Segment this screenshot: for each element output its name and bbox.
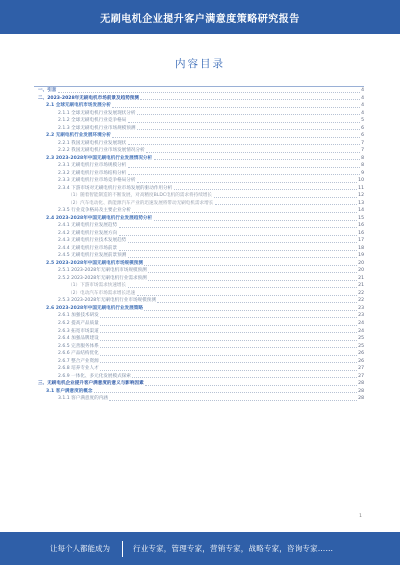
toc-dot-leader	[140, 98, 359, 100]
toc-entry-label: （2）汽车电动化、新能源汽车产业的迅速发展将带动无刷电机需求增长	[68, 200, 214, 206]
toc-entry[interactable]	[34, 192, 364, 200]
toc-dot-leader	[128, 241, 357, 243]
toc-entry-label: （1）下游市场需求快速增长	[68, 283, 127, 289]
toc-dot-leader	[146, 151, 359, 153]
toc-entry-label: 2.4 2023-2028年中国无刷电机行业发展趋势分析	[46, 215, 153, 221]
report-footer	[0, 532, 400, 565]
toc-entry[interactable]	[34, 395, 364, 403]
toc-entry-page: 8	[361, 163, 364, 169]
toc-entry-page: 6	[361, 133, 364, 139]
toc-entry-page: 8	[361, 155, 364, 161]
toc-entry-page: 16	[358, 230, 364, 236]
toc-entry-page: 7	[361, 148, 364, 154]
toc-entry-label: 2.6.9 一体化、多元化发展模式探索	[58, 373, 131, 379]
toc-entry-label: 三、无刷电机企业提升客户满意度的意义与影响因素	[38, 381, 144, 387]
toc-dot-leader	[137, 113, 360, 115]
footer-tags: 行业专家，管理专家，营销专家，战略专家，咨询专家……	[133, 544, 334, 553]
toc-dot-leader	[148, 279, 356, 281]
toc-entry-label: 2.5 2023-2028年中国无刷电机市场规模预测	[46, 260, 143, 266]
toc-entry[interactable]	[34, 297, 364, 305]
toc-entry-page: 24	[358, 328, 364, 334]
toc-dot-leader	[100, 339, 356, 341]
toc-entry-label: 3.1 客户满意度的概念	[46, 388, 93, 394]
toc-entry-page: 4	[361, 110, 364, 116]
toc-entry-label: 2.4.3 无刷电机行业技术发展趋势	[58, 238, 127, 244]
toc-entry-page: 4	[361, 103, 364, 109]
toc-dot-leader	[128, 166, 360, 168]
toc-entry-page: 4	[361, 95, 364, 101]
toc-entry-page: 25	[358, 336, 364, 342]
toc-entry-page: 28	[358, 388, 364, 394]
toc-dot-leader	[128, 121, 360, 123]
toc-entry-label: 2.4.5 无刷电机行业发展前景预测	[58, 253, 127, 259]
toc-entry[interactable]	[34, 328, 364, 336]
toc-entry-label: 2.1 全球无刷电机市场发展分析	[46, 103, 111, 109]
toc-entry[interactable]	[34, 222, 364, 230]
toc-entry-label: 2.6.4 加强品牌建设	[58, 336, 99, 342]
toc-entry-page: 15	[358, 215, 364, 221]
toc-entry[interactable]	[34, 320, 364, 328]
toc-entry[interactable]	[34, 365, 364, 373]
toc-entry[interactable]	[34, 177, 364, 185]
toc-entry-page: 13	[358, 200, 364, 206]
toc-entry-label: （2）电动汽车市场需求增长迅速	[68, 290, 136, 296]
toc-entry-label: 2.6.2 提高产品质量	[58, 320, 99, 326]
toc-dot-leader	[119, 249, 357, 251]
toc-entry[interactable]	[34, 207, 364, 215]
toc-entry[interactable]	[34, 282, 364, 290]
toc-entry[interactable]	[34, 132, 364, 140]
toc-entry-label: 2.3 2023-2028年中国无刷电机行业发展情况分析	[46, 155, 153, 161]
toc-entry-page: 21	[358, 275, 364, 281]
toc-entry-label: 2.6 2023-2028年中国无刷电机行业发展策略	[46, 305, 143, 311]
toc-entry-page: 9	[361, 170, 364, 176]
toc-entry-label: 3.1.1 客户满意度的内涵	[58, 396, 108, 402]
toc-entry[interactable]	[34, 358, 364, 366]
toc-entry-label: 2.2 无刷电机行业发展环境分析	[46, 133, 111, 139]
toc-dot-leader	[58, 91, 360, 93]
toc-dot-leader	[137, 128, 360, 130]
toc-entry[interactable]	[34, 380, 364, 388]
toc-dot-leader	[119, 234, 357, 236]
toc-title: 内容目录	[175, 58, 225, 70]
toc-entry-label: 2.3.4 下游市场对无刷电机行业市场发展的驱动作用分析	[58, 185, 173, 191]
toc-entry[interactable]	[34, 275, 364, 283]
toc-entry-label: 2.3.3 无刷电机行业市场竞争格局分析	[58, 178, 136, 184]
toc-entry-page: 10	[358, 178, 364, 184]
toc-entry-page: 11	[358, 185, 364, 191]
toc-entry-label: 2.5.1 2023-2028年无刷电机市场规模预测	[58, 268, 147, 274]
toc-entry[interactable]	[34, 87, 364, 95]
toc-dot-leader	[100, 361, 356, 363]
toc-entry-label: 2.4.1 无刷电机行业发展趋势	[58, 223, 118, 229]
toc-entry[interactable]	[34, 185, 364, 193]
toc-entry-label: 2.3.2 无刷电机行业市场结构分析	[58, 170, 127, 176]
toc-dot-leader	[112, 106, 359, 108]
toc-entry-label: 一、引言	[38, 88, 57, 93]
toc-entry-label: 2.6.1 加强技术研发	[58, 313, 99, 319]
toc-entry[interactable]	[34, 170, 364, 178]
toc-entry[interactable]	[34, 230, 364, 238]
toc-dot-leader	[157, 301, 356, 303]
toc-entry-label: （1）随着智能制造的不断发展，对高精度BLDC电机的需求将持续增长	[68, 193, 213, 199]
toc-entry-page: 6	[361, 125, 364, 131]
toc-entry-page: 23	[358, 305, 364, 311]
toc-entry[interactable]	[34, 290, 364, 298]
toc-dot-leader	[132, 376, 356, 378]
toc-dot-leader	[100, 346, 356, 348]
toc-dot-leader	[214, 196, 357, 198]
toc-entry[interactable]	[34, 245, 364, 253]
toc-entry-label: 2.3.1 无刷电机行业市场规模分析	[58, 163, 127, 169]
toc-dot-leader	[144, 264, 356, 266]
toc-entry-page: 24	[358, 320, 364, 326]
toc-dot-leader	[128, 286, 357, 288]
report-title: 无刷电机企业提升客户满意度策略研究报告	[100, 13, 300, 25]
report-header	[0, 0, 400, 34]
toc-entry-label: 2.2.1 我国无刷电机行业发展现状	[58, 140, 127, 146]
toc-entry-label: 2.1.2 全球无刷电机行业竞争格局	[58, 118, 127, 124]
toc-entry-page: 12	[358, 193, 364, 199]
page-number: 1	[359, 514, 362, 519]
toc-dot-leader	[145, 384, 356, 386]
toc-dot-leader	[215, 203, 357, 205]
toc-entry[interactable]	[34, 147, 364, 155]
toc-entry-label: 2.6.8 培养专业人才	[58, 366, 99, 372]
toc-entry-page: 27	[358, 373, 364, 379]
toc-dot-leader	[174, 188, 357, 190]
table-of-contents	[34, 86, 364, 403]
toc-dot-leader	[112, 136, 359, 138]
toc-dot-leader	[154, 219, 357, 221]
toc-dot-leader	[128, 143, 360, 145]
footer-divider	[122, 541, 123, 557]
toc-dot-leader	[100, 369, 356, 371]
toc-entry-page: 5	[361, 118, 364, 124]
toc-entry[interactable]	[34, 335, 364, 343]
toc-entry-label: 2.6.3 拓宽市场渠道	[58, 328, 99, 334]
toc-dot-leader	[94, 391, 357, 393]
toc-entry-label: 2.1.1 全球无刷电机行业发展现状分析	[58, 110, 136, 116]
footer-slogan: 让每个人都能成为	[50, 544, 110, 553]
toc-entry[interactable]	[34, 312, 364, 320]
toc-dot-leader	[100, 324, 356, 326]
toc-entry-page: 16	[358, 223, 364, 229]
toc-dot-leader	[128, 256, 357, 258]
toc-entry-page: 7	[361, 140, 364, 146]
toc-entry-label: 2.4.4 无刷电机行业市场前景	[58, 245, 118, 251]
toc-entry-label: 2.5.3 2023-2028年无刷电机行业市场规模预测	[58, 298, 156, 304]
toc-entry[interactable]	[34, 373, 364, 381]
toc-entry[interactable]	[34, 388, 364, 396]
toc-entry-page: 22	[358, 298, 364, 304]
toc-entry-page: 18	[358, 245, 364, 251]
toc-entry-page: 20	[358, 260, 364, 266]
toc-entry-page: 25	[358, 343, 364, 349]
toc-entry-label: 2.6.6 产品结构优化	[58, 351, 99, 357]
toc-entry-page: 27	[358, 366, 364, 372]
toc-dot-leader	[100, 316, 356, 318]
toc-entry-page: 28	[358, 396, 364, 402]
toc-entry[interactable]	[34, 102, 364, 110]
toc-entry-page: 17	[358, 238, 364, 244]
toc-dot-leader	[119, 226, 357, 228]
toc-entry-page: 20	[358, 268, 364, 274]
toc-entry[interactable]	[34, 200, 364, 208]
toc-entry-page: 26	[358, 351, 364, 357]
toc-entry[interactable]	[34, 267, 364, 275]
toc-dot-leader	[137, 181, 357, 183]
toc-dot-leader	[144, 309, 356, 311]
toc-dot-leader	[148, 271, 356, 273]
toc-entry-label: 二、2023-2028年无刷电机市场前景及趋势预测	[38, 95, 139, 101]
toc-entry-label: 2.4.2 无刷电机行业发展方向	[58, 230, 118, 236]
toc-entry-label: 2.6.7 整合产业资源	[58, 358, 99, 364]
toc-entry-page: 26	[358, 358, 364, 364]
toc-entry[interactable]	[34, 343, 364, 351]
toc-dot-leader	[100, 354, 356, 356]
toc-entry[interactable]	[34, 350, 364, 358]
toc-entry[interactable]	[34, 125, 364, 133]
toc-entry[interactable]	[34, 237, 364, 245]
toc-entry-label: 2.2.2 我国无刷电机行业市场发展情况分析	[58, 148, 145, 154]
toc-entry[interactable]	[34, 252, 364, 260]
toc-entry-label: 2.3.5 行业竞争格局及主要企业分析	[58, 208, 131, 214]
toc-entry-page: 4	[361, 88, 364, 93]
toc-entry[interactable]	[34, 215, 364, 223]
toc-entry-page: 14	[358, 208, 364, 214]
toc-entry[interactable]	[34, 140, 364, 148]
toc-dot-leader	[109, 399, 356, 401]
toc-entry[interactable]	[34, 95, 364, 103]
toc-entry-label: 2.5.2 2023-2028年无刷电机行业需求预测	[58, 275, 147, 281]
toc-entry[interactable]	[34, 305, 364, 313]
toc-entry-page: 19	[358, 253, 364, 259]
toc-entry-label: 2.1.3 全球无刷电机行业市场规模预测	[58, 125, 136, 131]
toc-entry[interactable]	[34, 110, 364, 118]
toc-entry-page: 21	[358, 283, 364, 289]
toc-dot-leader	[132, 211, 356, 213]
toc-entry-label: 2.6.5 完善服务体系	[58, 343, 99, 349]
toc-dot-leader	[128, 173, 360, 175]
toc-entry[interactable]	[34, 117, 364, 125]
toc-entry-page: 23	[358, 313, 364, 319]
toc-dot-leader	[154, 158, 360, 160]
toc-entry[interactable]	[34, 155, 364, 163]
toc-entry-page: 28	[358, 381, 364, 387]
toc-entry[interactable]	[34, 260, 364, 268]
toc-entry-page: 22	[358, 290, 364, 296]
toc-entry[interactable]	[34, 162, 364, 170]
toc-dot-leader	[137, 294, 357, 296]
toc-dot-leader	[100, 331, 356, 333]
